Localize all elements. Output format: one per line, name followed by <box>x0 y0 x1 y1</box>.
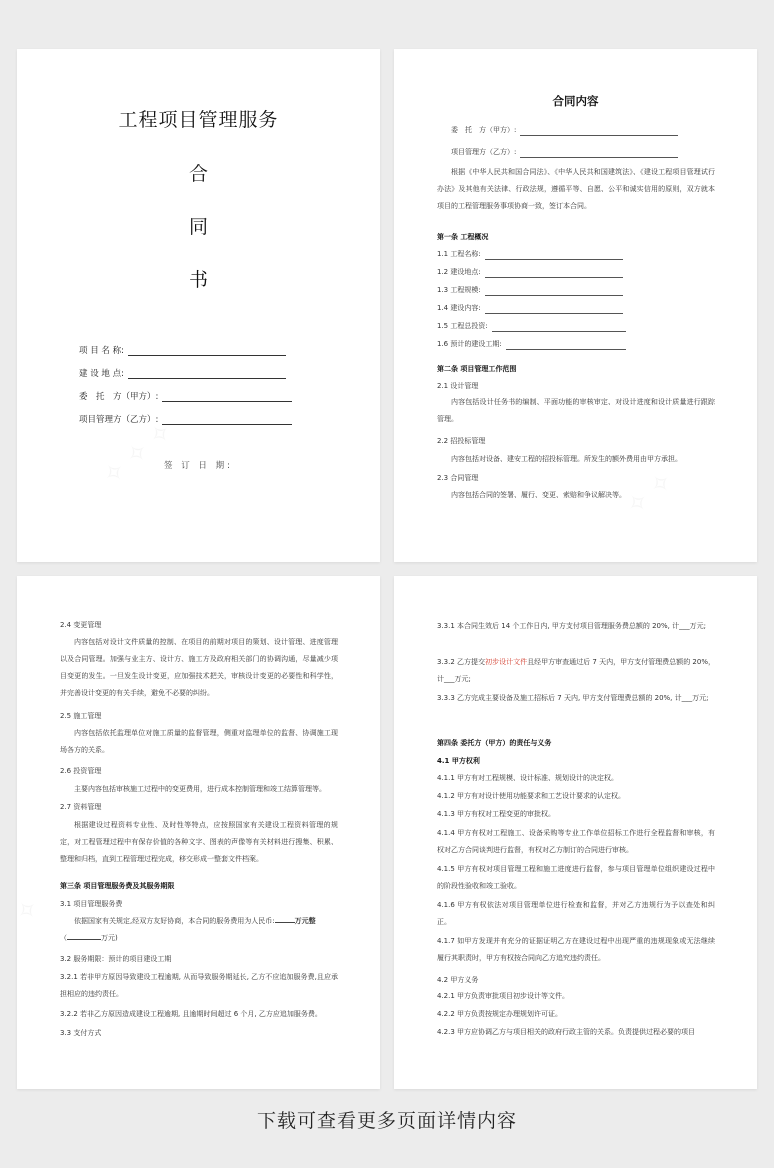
item-label: 1.6 预计的建设工期: <box>437 340 502 348</box>
clause-text: 且经甲方审查通过后 7 天内，甲方支付管理费总额的 20%，计___万元; <box>437 658 715 683</box>
section-3-1: 3.1 项目管理服务费 <box>60 900 123 908</box>
party-a-label: 委 托 方（甲方）: <box>451 126 517 134</box>
item-label: 1.1 工程名称: <box>437 250 481 258</box>
cover-char-shu: 书 <box>188 269 208 291</box>
cover-page <box>17 49 380 562</box>
field-label: 建 设 地 点: <box>79 369 124 379</box>
section-4-2: 4.2 甲方义务 <box>437 976 479 984</box>
section-2-5: 2.5 施工管理 <box>60 712 102 720</box>
section-2-4-text: 内容包括对设计文件质量的控制、在项目的前期对项目的策划、设计管理、进度管理以及合同管理。加强与业主方、设计方、施工方及政府相关部门的协调沟通，尽量减少项目变更的发生。一旦发生设计变更，应加强技术把关，审核设计变更的必要性和科学性，并完善设计变更的有关手续，避免不必要的纠纷。 <box>60 638 338 697</box>
fee-unit: 万元整 <box>294 917 316 925</box>
field-label: 项 目 名 称: <box>79 346 124 356</box>
cover-field-project-name <box>79 344 286 356</box>
highlight-text: 初步设计文件 <box>485 658 528 666</box>
field-label: 委 托 方（甲方）: <box>79 392 159 402</box>
section-3-2-2: 3.2.2 若非乙方原因造成建设工程逾期, 且逾期时间超过 6 个月, 乙方应追加服务费。 <box>60 1010 322 1018</box>
item-label: 1.4 建设内容: <box>437 304 481 312</box>
fee-unit-small: 万元) <box>101 934 118 942</box>
section-4-2-1: 4.2.1 甲方负责审批项目初步设计等文件。 <box>437 992 570 1000</box>
section-3-3-3: 3.3.3 乙方完成主要设备及施工招标后 7 天内, 甲方支付管理费总额的 20%, 计___万元; <box>437 694 709 702</box>
section-4-2-2: 4.2.2 甲方负责按规定办理规划许可证。 <box>437 1010 563 1018</box>
section-4-1-5: 4.1.5 甲方有权对项目管理工程和施工进度进行监督，参与项目管理单位组织建设过程中的阶段性验收和竣工验收。 <box>437 865 715 890</box>
article-2-heading: 第二条 项目管理工作范围 <box>437 365 517 373</box>
item-1-1 <box>437 249 623 260</box>
section-3-3-1: 3.3.1 本合同生效后 14 个工作日内, 甲方支付项目管理服务费总额的 20%, 计___万元; <box>437 622 706 630</box>
signing-date-label: 签 订 日 期: <box>164 461 233 471</box>
cover-title: 工程项目管理服务 <box>118 109 279 131</box>
section-3-1-text: 依据国家有关规定,经双方友好协商，本合同的服务费用为人民币: 万元整 （ 万元) <box>60 917 316 942</box>
section-2-7-text: 根据建设过程资料专业性、及时性等特点，应按照国家有关建设工程资料管理的规定，对工程管理过程中有保存价值的各种文字、图表的声像等有关材料进行搜集、积累、整理和归档，直到工程管理过程完成，移交形成一整套文件档案。 <box>60 821 338 863</box>
section-2-6: 2.6 投资管理 <box>60 767 102 775</box>
section-4-1-6: 4.1.6 甲方有权依法对项目管理单位进行检查和监督，并对乙方违规行为予以查处和纠正。 <box>437 901 715 926</box>
cover-field-party-b <box>79 413 292 425</box>
section-3-3-2 <box>437 654 715 688</box>
section-2-3: 2.3 合同管理 <box>437 474 479 482</box>
section-3-3: 3.3 支付方式 <box>60 1029 102 1037</box>
cover-char-he: 合 <box>188 163 208 185</box>
article-4-heading: 第四条 委托方（甲方）的责任与义务 <box>437 739 552 747</box>
item-label: 1.3 工程规模: <box>437 286 481 294</box>
section-4-1-7: 4.1.7 如甲方发现并有充分的证据证明乙方在建设过程中出现严重的违规现象或无法继续履行其职责时，甲方有权按合同向乙方追究违约责任。 <box>437 937 715 962</box>
section-2-1-text: 内容包括设计任务书的编制、平面功能的审核审定、对设计进度和设计质量进行跟踪管理。 <box>437 398 715 423</box>
download-more-caption: 下载可查看更多页面详情内容 <box>256 1110 517 1132</box>
article-3-heading: 第三条 项目管理服务费及其服务期限 <box>60 882 175 890</box>
section-4-1-3: 4.1.3 甲方有权对工程变更的审批权。 <box>437 810 556 818</box>
item-1-5 <box>437 321 626 332</box>
item-1-4 <box>437 303 623 314</box>
item-1-6 <box>437 339 626 350</box>
page-3 <box>17 576 380 1089</box>
field-label: 项目管理方（乙方）: <box>79 415 159 425</box>
section-4-1-2: 4.1.2 甲方有对设计使用功能要求和工艺设计要求的认定权。 <box>437 792 626 800</box>
clause-text: 3.3.2 乙方提交 <box>437 658 486 666</box>
fee-text: 依据国家有关规定,经双方友好协商，本合同的服务费用为人民币: <box>74 917 275 925</box>
section-2-2: 2.2 招投标管理 <box>437 437 486 445</box>
section-2-3-text: 内容包括合同的签署、履行、变更、索赔和争议解决等。 <box>451 491 626 499</box>
item-1-2 <box>437 267 623 278</box>
article-1-heading: 第一条 工程概况 <box>437 233 489 241</box>
item-1-3 <box>437 285 623 296</box>
section-3-2-1: 3.2.1 若非甲方原因导致建设工程逾期, 从而导致服务期延长, 乙方不应追加服务费,且应承担相应的违约责任。 <box>60 973 338 998</box>
section-2-4: 2.4 变更管理 <box>60 621 102 629</box>
section-4-2-3: 4.2.3 甲方应协调乙方与项目相关的政府行政主管的关系。负责提供过程必要的项目 <box>437 1028 696 1036</box>
section-4-1-4: 4.1.4 甲方有权对工程施工、设备采购等专业工作单位招标工作进行全程监督和审核，有权对乙方合同谈判进行监督，有权对乙方制订的合同进行审核。 <box>437 829 715 854</box>
section-4-1-1: 4.1.1 甲方有对工程规模、设计标准、规划设计的决定权。 <box>437 774 619 782</box>
section-3-2: 3.2 服务期限：预计的项目建设工期 <box>60 955 172 963</box>
page-4 <box>394 576 757 1089</box>
cover-field-party-a <box>79 390 292 402</box>
section-2-5-text: 内容包括依托监理单位对施工质量的监督管理，侧重对监理单位的监督、协调施工现场各方的关系。 <box>60 729 338 754</box>
cover-field-location <box>79 367 286 379</box>
section-2-1: 2.1 设计管理 <box>437 382 479 390</box>
watermark <box>97 416 179 492</box>
watermark <box>17 893 46 930</box>
party-b-label: 项目管理方（乙方）: <box>451 148 517 156</box>
cover-char-tong: 同 <box>188 216 208 238</box>
intro-paragraph: 根据《中华人民共和国合同法》、《中华人民共和国建筑法》、《建设工程项目管理试行办法》及其他有关法律、行政法规，遵循平等、自愿、公平和诚实信用的原则，双方就本项目的工程管理服务事项协商一致，签订本合同。 <box>437 168 715 210</box>
party-a-row <box>451 125 678 136</box>
section-4-1: 4.1 甲方权利 <box>437 757 480 765</box>
section-2-2-text: 内容包括对设备、建安工程的招投标管理。所发生的额外费用由甲方承担。 <box>451 455 682 463</box>
section-2-6-text: 主要内容包括审核施工过程中的变更费用，进行成本控制管理和竣工结算管理等。 <box>74 785 326 793</box>
section-2-7: 2.7 资料管理 <box>60 803 102 811</box>
item-label: 1.5 工程总投资: <box>437 322 488 330</box>
item-label: 1.2 建设地点: <box>437 268 481 276</box>
contents-page <box>394 49 757 562</box>
contents-title: 合同内容 <box>552 94 599 108</box>
party-b-row <box>451 147 678 158</box>
